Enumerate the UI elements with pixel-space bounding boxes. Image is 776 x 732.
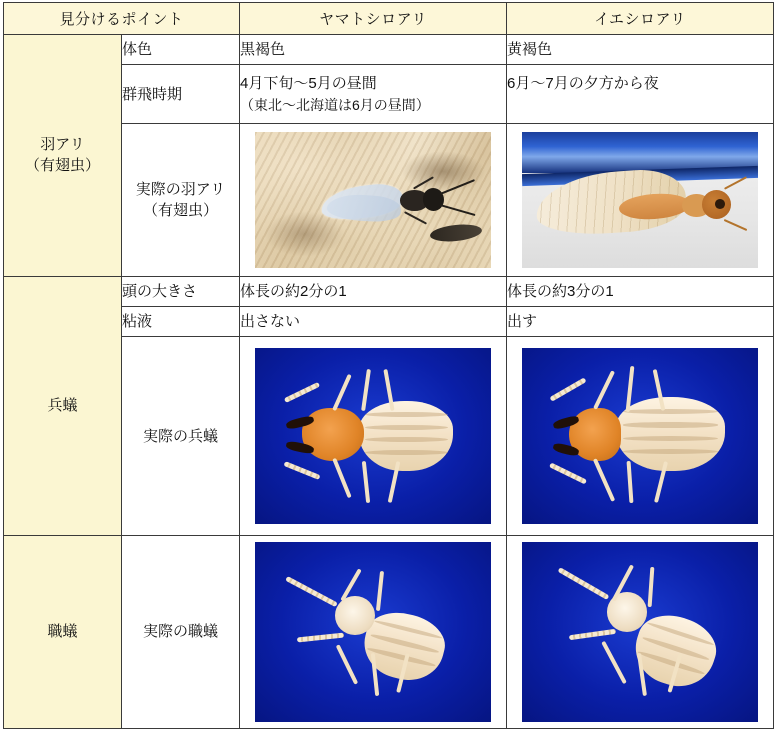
soldier-antenna-left xyxy=(284,382,320,403)
soldier-leg xyxy=(361,461,369,503)
column-header-yamato: ヤマトシロアリ xyxy=(240,3,507,35)
cell-ieshiro-alate-photo xyxy=(507,124,774,277)
group-label-alate-line1: 羽アリ xyxy=(40,136,85,154)
worker-antenna-left xyxy=(285,576,337,607)
soldier-leg xyxy=(332,374,351,411)
yamato-worker-photo xyxy=(255,542,491,722)
abdomen-segment xyxy=(365,437,448,442)
yamato-alate-photo xyxy=(255,132,491,268)
soldier-leg xyxy=(361,369,371,411)
cell-yamato-head-size: 体長の約2分の1 xyxy=(240,277,507,307)
cell-yamato-body-color: 黒褐色 xyxy=(240,35,507,65)
cell-ieshiro-soldier-photo xyxy=(507,337,774,535)
group-label-worker: 職蟻 xyxy=(4,535,122,728)
ieshiro-worker-photo xyxy=(522,542,758,722)
cell-ieshiro-mucus: 出す xyxy=(507,307,774,337)
worker-antenna-left xyxy=(558,568,610,601)
row-label-actual-alate xyxy=(122,124,240,277)
table-row xyxy=(4,535,774,728)
cell-yamato-alate-photo xyxy=(240,124,507,277)
yamato-alate-body xyxy=(321,173,463,230)
ieshiro-alate-photo xyxy=(522,132,758,268)
soldier-antenna-right xyxy=(284,461,321,480)
abdomen-segment xyxy=(365,412,448,417)
soldier-leg xyxy=(332,458,352,499)
row-label-mucus: 粘液 xyxy=(122,307,240,337)
row-label-head-size: 頭の大きさ xyxy=(122,277,240,307)
cell-yamato-soldier-photo xyxy=(240,337,507,535)
column-header-point: 見分けるポイント xyxy=(4,3,240,35)
cell-yamato-swarm-season-line1: 4月下旬～5月の昼間 xyxy=(240,75,377,93)
ieshiro-soldier-photo xyxy=(522,348,758,524)
abdomen-segment xyxy=(365,425,448,430)
table-row xyxy=(4,277,774,307)
cell-yamato-swarm-season xyxy=(240,65,507,124)
cell-yamato-mucus: 出さない xyxy=(240,307,507,337)
alate-eye xyxy=(715,199,725,209)
row-label-actual-alate-line1: 実際の羽アリ xyxy=(135,181,226,199)
yamato-soldier-photo xyxy=(255,348,491,524)
soldier-antenna-left xyxy=(549,377,586,401)
soldier-leg xyxy=(593,458,615,501)
row-label-swarm-season: 群飛時期 xyxy=(122,65,240,124)
worker-antenna-right xyxy=(569,629,616,641)
row-label-actual-soldier: 実際の兵蟻 xyxy=(122,337,240,535)
column-header-ieshiro: イエシロアリ xyxy=(507,3,774,35)
cell-ieshiro-worker-photo xyxy=(507,535,774,728)
abdomen-segment xyxy=(623,409,719,414)
cell-ieshiro-swarm-season: 6月～7月の夕方から夜 xyxy=(507,65,774,124)
cell-yamato-swarm-season-line2: （東北～北海道は6月の昼間） xyxy=(240,97,430,114)
row-label-body-color: 体色 xyxy=(122,35,240,65)
worker-leg xyxy=(601,641,627,684)
group-label-soldier: 兵蟻 xyxy=(4,277,122,536)
soldier-abdomen xyxy=(359,401,453,471)
abdomen-segment xyxy=(365,450,448,455)
soldier-leg xyxy=(593,370,615,410)
termite-comparison-table xyxy=(3,2,774,729)
cell-yamato-worker-photo xyxy=(240,535,507,728)
alate-antenna-right xyxy=(724,219,748,231)
alate-antenna-left xyxy=(724,176,747,189)
soldier-leg xyxy=(627,461,634,503)
worker-leg xyxy=(335,644,358,685)
group-label-alate xyxy=(4,35,122,277)
soldier-abdomen xyxy=(616,397,725,471)
worker-leg xyxy=(648,567,655,607)
group-label-alate-line2: （有翅虫） xyxy=(24,156,100,174)
soldier-antenna-right xyxy=(549,463,587,485)
cell-ieshiro-body-color: 黄褐色 xyxy=(507,35,774,65)
abdomen-segment xyxy=(623,436,719,441)
abdomen-segment xyxy=(623,422,719,427)
ieshiro-alate-body xyxy=(536,165,744,249)
table-header-row xyxy=(4,3,774,35)
abdomen-segment xyxy=(623,449,719,454)
cell-ieshiro-head-size: 体長の約3分の1 xyxy=(507,277,774,307)
worker-antenna-right xyxy=(297,633,344,643)
row-label-actual-alate-line2: （有翅虫） xyxy=(143,202,219,220)
table-row xyxy=(4,35,774,65)
worker-leg xyxy=(376,571,384,611)
row-label-actual-worker: 実際の職蟻 xyxy=(122,535,240,728)
alate-leg-1 xyxy=(404,211,427,225)
